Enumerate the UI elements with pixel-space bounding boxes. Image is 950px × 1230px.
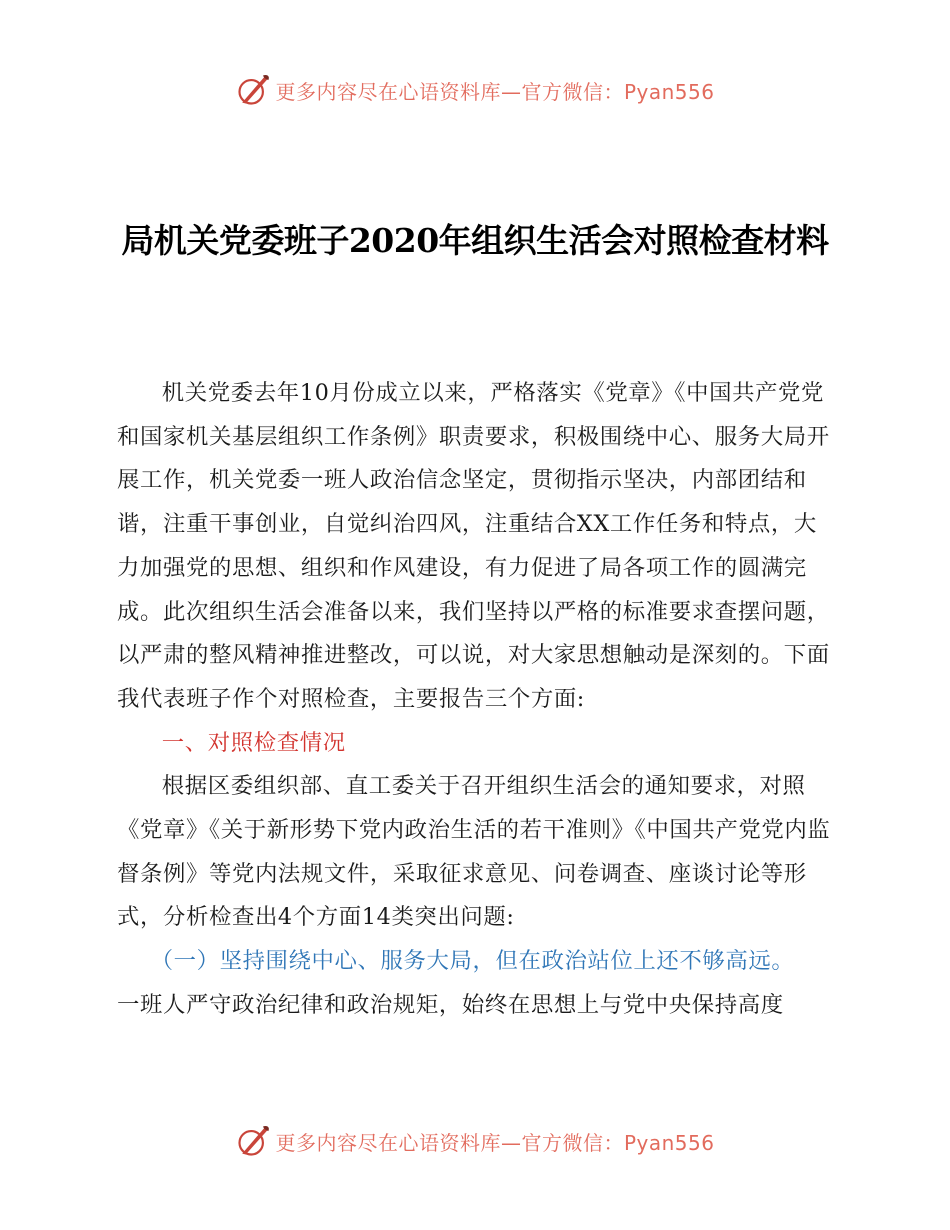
watermark-text: 更多内容尽在心语资料库—官方微信：Pyan556 <box>275 1130 715 1155</box>
watermark-header <box>0 70 950 110</box>
quill-pen-logo-icon <box>235 72 271 108</box>
sub-heading: （一）坚持围绕中心、服务大局，但在政治站位上还不够高远。 <box>150 948 795 975</box>
sub-heading-line <box>117 940 835 984</box>
watermark-text: 更多内容尽在心语资料库—官方微信：Pyan556 <box>275 79 715 104</box>
quill-pen-logo-icon <box>235 1123 271 1159</box>
sub-paragraph: 一班人严守政治纪律和政治规矩，始终在思想上与党中央保持高度 <box>117 991 784 1018</box>
document-title: 局机关党委班子2020年组织生活会对照检查材料 <box>121 221 829 260</box>
watermark-footer <box>0 1121 950 1161</box>
section-heading: 一、对照检查情况 <box>161 729 346 756</box>
document-body <box>117 372 835 1028</box>
section-paragraph: 根据区委组织部、直工委关于召开组织生活会的通知要求，对照《党章》《关于新形势下党内政治生活的若干准则》《中国共产党党内监督条例》等党内法规文件，采取征求意见、问卷调查、座谈讨论等形式，分析检查出4个方面14类突出问题: <box>117 773 831 931</box>
intro-paragraph: 机关党委去年10月份成立以来，严格落实《党章》《中国共产党党和国家机关基层组织工作条例》职责要求，积极围绕中心、服务大局开展工作，机关党委一班人政治信念坚定，贯彻指示坚决，内部团结和谐，注重干事创业，自觉纠治四风，注重结合XX工作任务和特点，大力加强党的思想、组织和作风建设，有力促进了局各项工作的圆满完成。此次组织生活会准备以来，我们坚持以严格的标准要求查摆问题，以严肃的整风精神推进整改，可以说，对大家思想触动是深刻的。下面我代表班子作个对照检查，主要报告三个方面: <box>117 380 830 712</box>
